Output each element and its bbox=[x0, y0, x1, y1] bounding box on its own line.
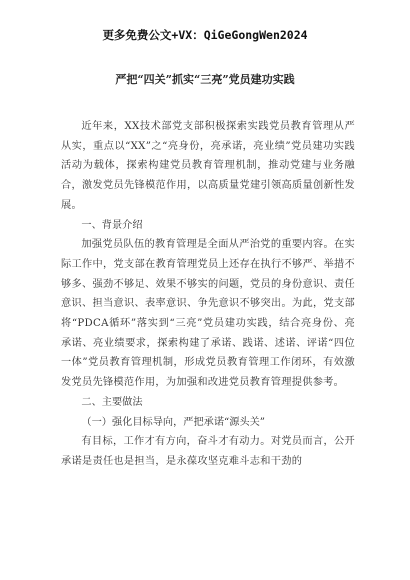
promo-header: 更多免费公文+VX：QiGeGongWen2024 bbox=[102, 28, 308, 42]
document-body bbox=[61, 117, 355, 472]
subsection-heading-1: （一）强化目标导向，严把承诺“源头关” bbox=[81, 416, 265, 428]
subsection-paragraph-1: 有目标，工作才有方向，奋斗才有动力。对党员而言，公开承诺是责任也是担当，是永葆攻坚克难斗志和干劲的 bbox=[61, 436, 355, 467]
section-heading-practice: 二、主要做法 bbox=[81, 396, 143, 408]
background-paragraph: 加强党员队伍的教育管理是全面从严治党的重要内容。在实际工作中，党支部在教育管理党员上还存在执行不够严、举措不够多、强劲不够足、效果不够实的问题，党员的身份意识、责任意识、担当意识、表率意识、争先意识不够突出。为此，党支部将“PDCA循环”落实到“三亮”党员建功实践，结合亮身份、亮承诺、亮业绩要求，探索构建了承诺、践诺、述诺、评诺“四位一体”党员教育管理机制，形成党员教育管理工作闭环，有效激发党员先锋模范作用，为加强和改进党员教育管理提供参考。 bbox=[61, 239, 355, 389]
intro-paragraph: 近年来，XX技术部党支部积极探索实践党员教育管理从严从实，重点以“XX”之“亮身份，亮承诺，亮业绩”党员建功实践活动为载体，探索构建党员教育管理机制，推动党建与业务融合，激发党员先锋模范作用，以高质量党建引领高质量创新性发展。 bbox=[61, 121, 355, 211]
section-heading-background: 一、背景介绍 bbox=[81, 219, 143, 231]
document-title: 严把“四关”抓实“三亮”党员建功实践 bbox=[115, 73, 295, 86]
